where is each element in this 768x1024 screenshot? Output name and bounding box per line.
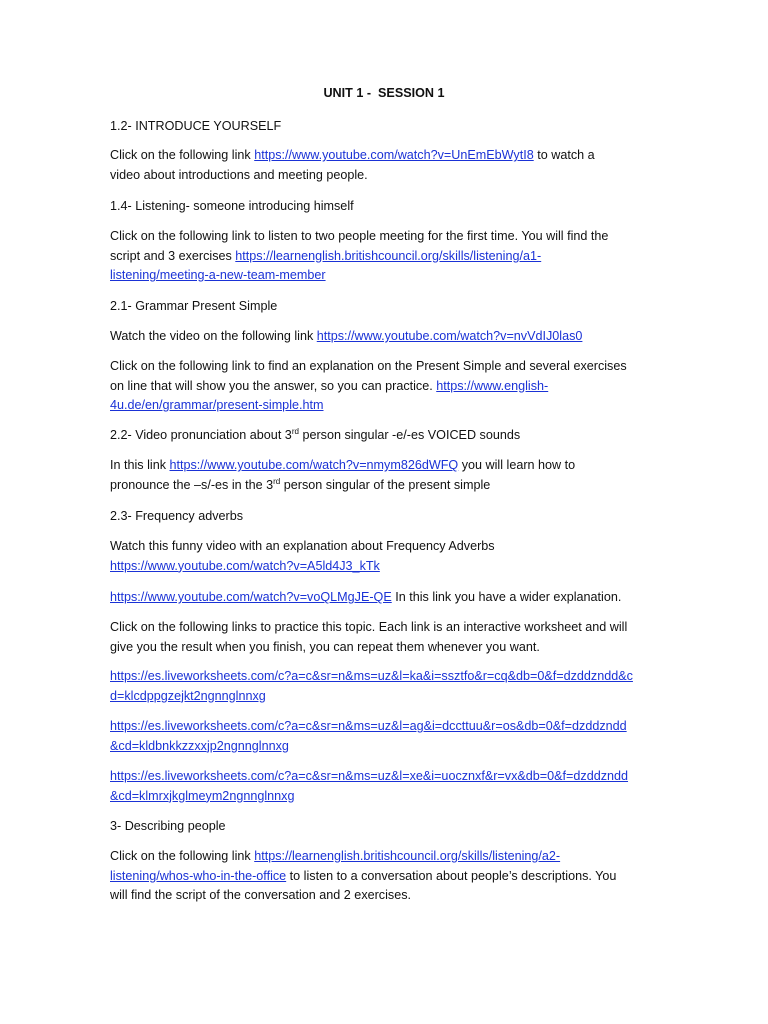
paragraph-text: you will learn how to	[458, 458, 576, 472]
youtube-wider-explanation-link[interactable]: https://www.youtube.com/watch?v=voQLMgJE-QE	[110, 590, 392, 604]
link-text[interactable]: https://www.english-	[436, 378, 549, 393]
paragraph-text: on line that will show you the answer, so you can practice.	[110, 378, 437, 393]
superscript: rd	[273, 476, 281, 486]
paragraph-text: will find the script of the conversation and 2 exercises.	[110, 888, 412, 902]
section-2-2-heading	[110, 426, 670, 446]
link-text[interactable]: https://es.liveworksheets.com/c?a=c&sr=n&ms=uz&l=ag&i=dccttuu&r=os&db=0&f=dzddzndd	[110, 719, 627, 733]
paragraph-text: Watch the video on the following link	[110, 329, 317, 343]
worksheet-link-1[interactable]	[110, 669, 633, 703]
section-2-1-video-paragraph	[110, 327, 670, 347]
paragraph-text: give you the result when you finish, you can repeat them whenever you want.	[110, 639, 540, 654]
paragraph-text: Watch this funny video with an explanation about Frequency Adverbs	[110, 539, 495, 553]
link-text[interactable]: listening/whos-who-in-the-office	[110, 868, 287, 883]
worksheet-link-3[interactable]	[110, 769, 628, 803]
paragraph-text: video about introductions and meeting people.	[110, 167, 368, 182]
paragraph-text: Click on the following link	[110, 849, 255, 863]
paragraph-text: Click on the following links to practice this topic. Each link is an interactive worksheet and will	[110, 620, 628, 634]
section-1-4-heading: 1.4- Listening- someone introducing himself	[110, 199, 354, 213]
paragraph-text: Click on the following link	[110, 148, 255, 162]
youtube-introductions-link[interactable]: https://www.youtube.com/watch?v=UnEmEbWytI8	[254, 148, 534, 162]
worksheet-paragraph	[110, 717, 670, 756]
paragraph-text: to watch a	[533, 148, 595, 162]
section-1-4-paragraph	[110, 227, 670, 286]
link-text[interactable]: listening/meeting-a-new-team-member	[110, 268, 326, 282]
youtube-pronunciation-link[interactable]: https://www.youtube.com/watch?v=nmym826dWFQ	[169, 458, 459, 472]
section-2-1-heading: 2.1- Grammar Present Simple	[110, 299, 278, 313]
paragraph-text: script and 3 exercises	[110, 248, 236, 263]
link-text[interactable]: d=klcdppgzejkt2ngnnglnnxg	[110, 688, 266, 703]
paragraph-text: person singular of the present simple	[280, 477, 491, 492]
section-2-3-wider-paragraph	[110, 588, 670, 608]
link-text[interactable]: 4u.de/en/grammar/present-simple.htm	[110, 398, 324, 412]
paragraph-text: to listen to a conversation about people’s descriptions. You	[286, 868, 617, 883]
section-3-paragraph	[110, 847, 670, 906]
section-2-1-explanation-paragraph	[110, 357, 670, 416]
youtube-frequency-adverbs-link[interactable]: https://www.youtube.com/watch?v=A5ld4J3_kTk	[110, 558, 380, 573]
paragraph-text: In this link you have a wider explanation.	[391, 590, 622, 604]
worksheet-paragraph	[110, 667, 670, 706]
section-2-2-paragraph	[110, 456, 670, 495]
worksheet-link-2[interactable]	[110, 719, 627, 753]
section-2-3-funny-paragraph	[110, 537, 670, 576]
section-2-3-heading: 2.3- Frequency adverbs	[110, 509, 244, 523]
heading-text: person singular -e/-es VOICED sounds	[298, 428, 521, 442]
heading-text: 2.2- Video pronunciation about 3	[110, 428, 292, 442]
paragraph-text: Click on the following link to find an explanation on the Present Simple and several exercises	[110, 359, 627, 373]
link-text[interactable]: https://es.liveworksheets.com/c?a=c&sr=n&ms=uz&l=ka&i=ssztfo&r=cq&db=0&f=dzddzndd&c	[110, 669, 633, 683]
link-text[interactable]: https://es.liveworksheets.com/c?a=c&sr=n&ms=uz&l=xe&i=uocznxf&r=vx&db=0&f=dzddzndd	[110, 769, 629, 783]
paragraph-text: Click on the following link to listen to two people meeting for the first time. You will find the	[110, 229, 609, 243]
worksheet-paragraph	[110, 767, 670, 806]
link-text[interactable]: &cd=kldbnkkzzxxjp2ngnnglnnxg	[110, 738, 289, 753]
section-1-2-heading: 1.2- INTRODUCE YOURSELF	[110, 119, 282, 133]
superscript: rd	[291, 426, 299, 436]
section-3-heading: 3- Describing people	[110, 819, 226, 833]
link-text[interactable]: https://learnenglish.britishcouncil.org/skills/listening/a2-	[254, 849, 561, 863]
paragraph-text: In this link	[110, 458, 170, 472]
link-text[interactable]: &cd=klmrxjkglmeym2ngnnglnnxg	[110, 788, 295, 803]
section-2-3-practice-paragraph	[110, 618, 670, 657]
link-text[interactable]: https://learnenglish.britishcouncil.org/skills/listening/a1-	[235, 248, 542, 263]
youtube-present-simple-link[interactable]: https://www.youtube.com/watch?v=nvVdIJ0las0	[316, 329, 583, 343]
section-1-2-paragraph	[110, 146, 670, 185]
page-title: UNIT 1 - SESSION 1	[323, 86, 445, 100]
paragraph-text: pronounce the –s/-es in the 3	[110, 477, 274, 492]
